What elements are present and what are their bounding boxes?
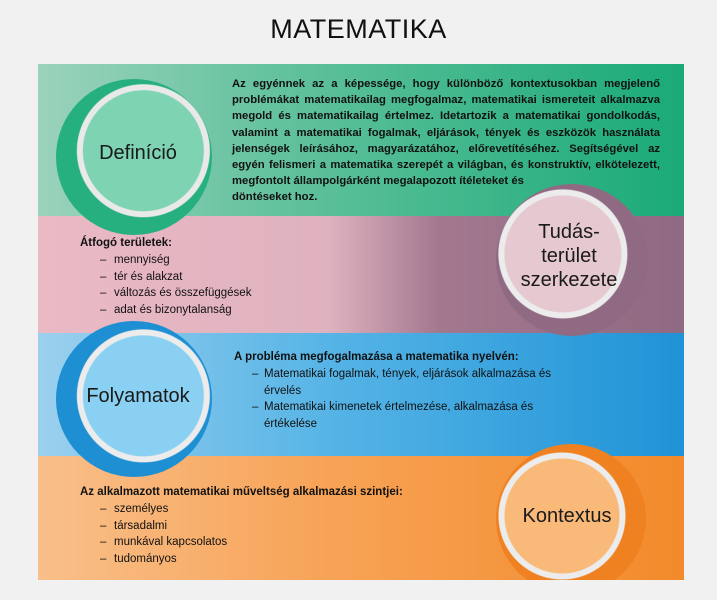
- kontextus-heading: Az alkalmazott matematikai műveltség alkalmazási szintjei:: [80, 486, 403, 498]
- definition-last-line: döntéseket hoz.: [232, 191, 318, 204]
- tudasterulet-heading: Átfogó területek:: [80, 237, 172, 249]
- folyamatok-block: [234, 349, 564, 433]
- kontextus-block: [80, 484, 403, 568]
- circle-folyamatok: [56, 321, 212, 477]
- diagram-frame: [38, 64, 684, 580]
- label-line: szerkezete: [520, 269, 618, 291]
- circle-label-folyamatok: Folyamatok: [86, 385, 190, 407]
- list-item: – társadalmi: [100, 518, 403, 535]
- circle-label-kontextus: Kontextus: [522, 505, 612, 527]
- tudasterulet-block: [80, 235, 251, 319]
- list-item: – mennyiség: [100, 252, 251, 269]
- folyamatok-list: [252, 366, 564, 433]
- definition-text: [232, 76, 660, 206]
- list-item: – változás és összefüggések: [100, 285, 251, 302]
- list-item: – Matematikai kimenetek értelmezése, alkalmazása és értékelése: [252, 399, 564, 433]
- circle-tudasterulet: [496, 184, 648, 336]
- list-item: – tér és alakzat: [100, 269, 251, 286]
- list-item: – munkával kapcsolatos: [100, 534, 403, 551]
- circle-definicio: [56, 79, 212, 235]
- circle-label-definicio: Definíció: [99, 142, 177, 164]
- kontextus-list: [100, 501, 403, 568]
- label-line: terület: [541, 245, 597, 267]
- label-line: Tudás-: [538, 221, 600, 243]
- tudasterulet-list: [100, 252, 251, 319]
- list-item: – Matematikai fogalmak, tények, eljárások alkalmazása és érvelés: [252, 366, 564, 400]
- list-item: – tudományos: [100, 551, 403, 568]
- list-item: – személyes: [100, 501, 403, 518]
- list-item: – adat és bizonytalanság: [100, 302, 251, 319]
- circle-label-tudasterulet: [521, 220, 618, 292]
- folyamatok-heading: A probléma megfogalmazása a matematika nyelvén:: [234, 351, 519, 363]
- definition-paragraph: Az egyénnek az a képessége, hogy különböző kontextusokban megjelenő problémákat matematikailag megfogalmaz, matematikai ismereteit alkalmazva megold és matematikailag értelmez. Idetartozik a matematikai gondolkodás, valamint a matematikai fogalmak, eljárások, tények és eszközök használata jelenségek leírásához, magyarázatához, előrevetítéséhez. Segítségével az egyén felismeri a matematika szerepét a világban, és konstruktív, elkötelezett, megfontolt állampolgárként megalapozott ítéleteket és: [232, 78, 660, 188]
- page-title: MATEMATIKA: [270, 14, 447, 44]
